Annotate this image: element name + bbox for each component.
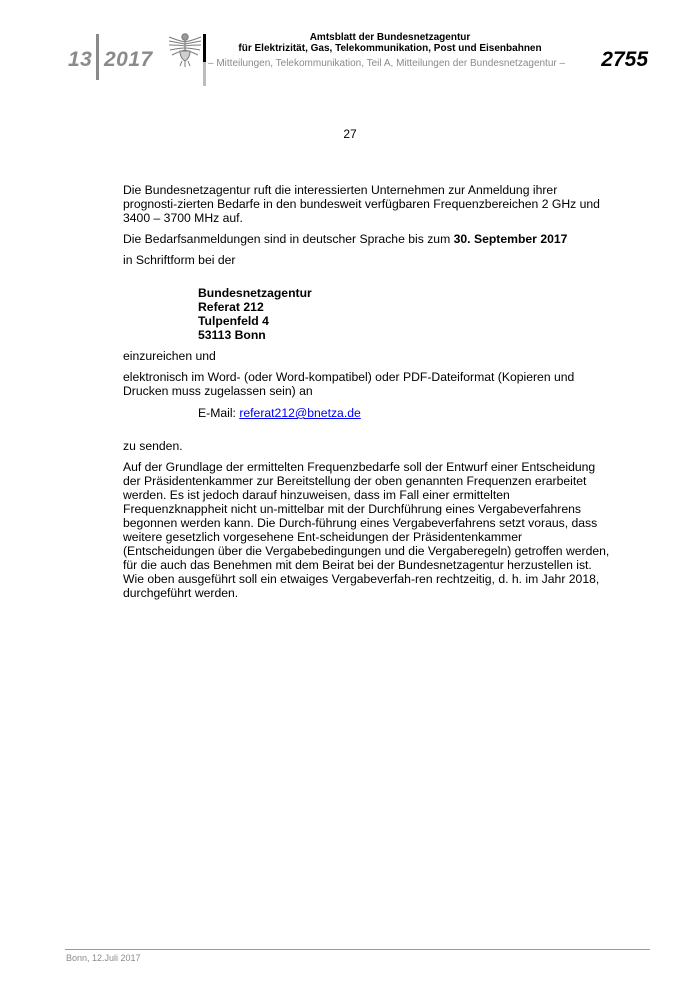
deadline-date: 30. September 2017	[453, 232, 568, 246]
submission-form-paragraph: in Schriftform bei der	[123, 253, 236, 267]
gazette-title-line1: Amtsblatt der Bundesnetzagentur	[309, 32, 471, 43]
deadline-paragraph	[123, 232, 611, 246]
email-line	[198, 406, 611, 420]
address-line2: Referat 212	[198, 300, 264, 314]
postal-address	[198, 286, 611, 342]
send-paragraph: zu senden.	[123, 439, 183, 453]
header-divider-left	[96, 34, 99, 80]
email-label: E-Mail:	[198, 406, 240, 420]
address-line4: 53113 Bonn	[198, 328, 266, 342]
federal-eagle-icon	[168, 30, 202, 68]
footer-date: Bonn, 12.Juli 2017	[66, 953, 141, 963]
document-body	[123, 183, 611, 607]
deadline-text: Die Bedarfsanmeldungen sind in deutscher Sprache bis zum	[123, 232, 454, 246]
submit-and-paragraph: einzureichen und	[123, 349, 216, 363]
email-link[interactable]: referat212@bnetza.de	[239, 406, 361, 420]
footer-rule	[65, 949, 650, 950]
address-line1: Bundesnetzagentur	[198, 286, 312, 300]
issue-number: 13	[68, 48, 93, 71]
intro-paragraph: Die Bundesnetzagentur ruft die interessierten Unternehmen zur Anmeldung ihrer prognosti-zierten Bedarfe in den bundesweit verfügbaren Frequenzbereichen 2 GHz und 3400 – 3700 MHz auf.	[123, 183, 600, 225]
document-page-number: 27	[343, 127, 357, 141]
header-divider-right-lower	[203, 62, 206, 86]
address-line3: Tulpenfeld 4	[198, 314, 269, 328]
issue-year: 2017	[104, 48, 153, 71]
section-subtitle: – Mitteilungen, Telekommunikation, Teil A, Mitteilungen der Bundesnetzagentur –	[208, 58, 566, 69]
procedure-paragraph: Auf der Grundlage der ermittelten Frequenzbedarfe soll der Entwurf einer Entscheidung der Präsidentenkammer zur Bereitstellung der oben genannten Frequenzen erarbeitet werden. Es ist jedoch darauf hinzuweisen, dass im Fall einer ermittelten Frequenzknappheit nicht un-mittelbar mit der Durchführung eines Vergabeverfahrens begonnen werden kann. Die Durch-führung eines Vergabeverfahrens setzt voraus, dass weitere gesetzlich vorgesehene Ent-scheidungen der Präsidentenkammer (Entscheidungen über die Vergabebedingungen und die Vergaberegeln) getroffen werden, für die auch das Benehmen mit dem Beirat bei der Bundesnetzagentur herzustellen ist. Wie oben ausgeführt soll ein etwaiges Vergabeverfah-ren rechtzeitig, d. h. im Jahr 2018, durchgeführt werden.	[123, 460, 610, 600]
gazette-page-number: 2755	[601, 48, 648, 71]
gazette-title-line2: für Elektrizität, Gas, Telekommunikation, Post und Eisenbahnen	[238, 43, 542, 54]
electronic-format-paragraph: elektronisch im Word- (oder Word-kompatibel) oder PDF-Dateiformat (Kopieren und Drucken muss zugelassen sein) an	[123, 370, 575, 398]
